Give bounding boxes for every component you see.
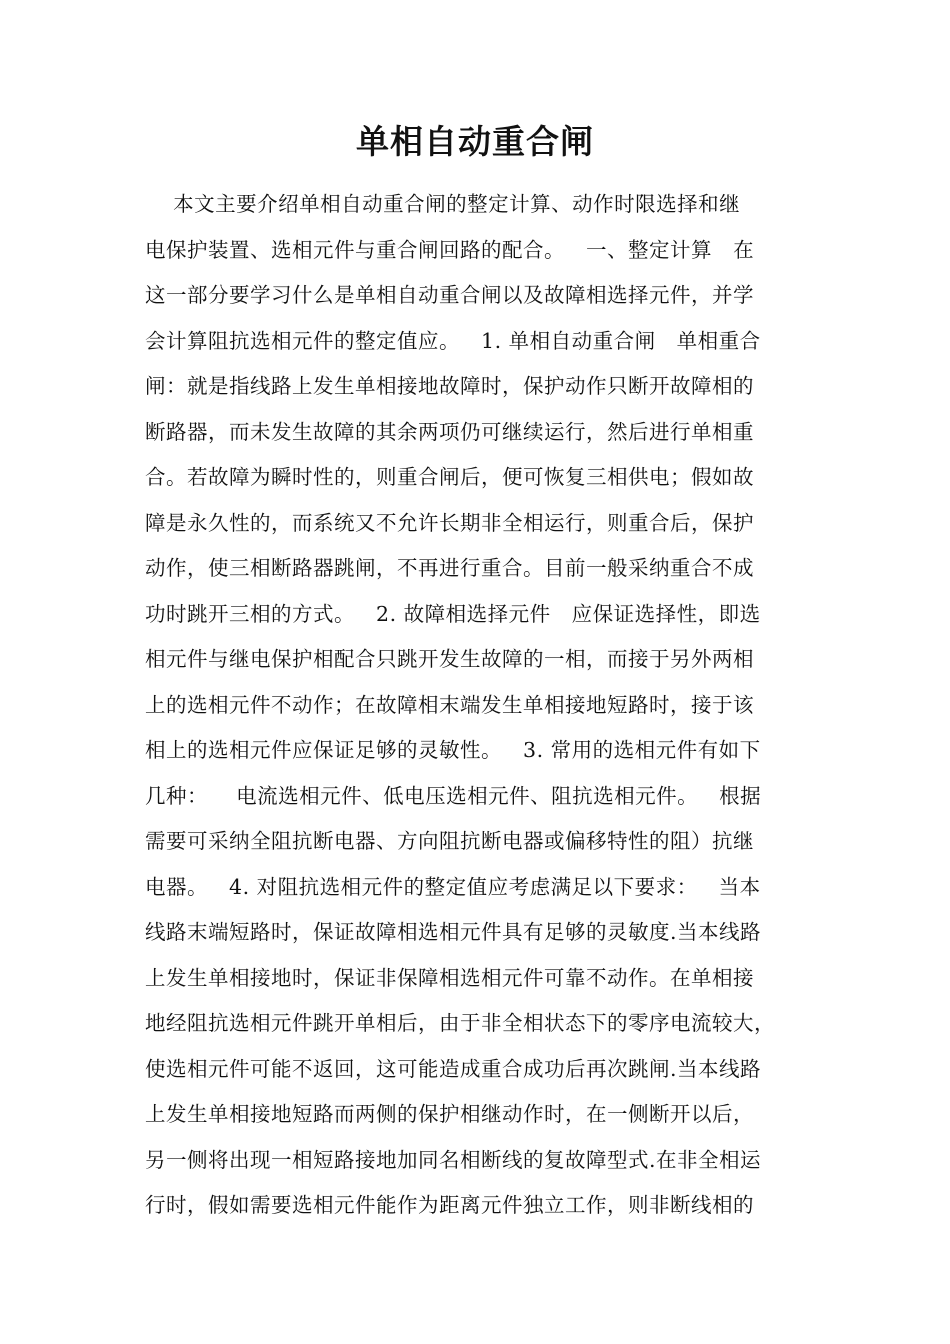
body-line: 本文主要介绍单相自动重合闸的整定计算、动作时限选择和继 — [145, 192, 741, 216]
body-line: 相上的选相元件应保证足够的灵敏性。 3. 常用的选相元件有如下 — [145, 738, 761, 762]
body-line: 线路末端短路时，保证故障相选相元件具有足够的灵敏度.当本线路 — [145, 920, 762, 944]
body-line: 地经阻抗选相元件跳开单相后，由于非全相状态下的零序电流较大， — [145, 1011, 775, 1035]
body-line: 几种： 电流选相元件、低电压选相元件、阻抗选相元件。 根据 — [145, 783, 762, 808]
body-line: 行时，假如需要选相元件能作为距离元件独立工作，则非断线相的 — [145, 1193, 754, 1217]
body-line: 上的选相元件不动作；在故障相末端发生单相接地短路时，接于该 — [145, 692, 754, 717]
body-line: 使选相元件可能不返回，这可能造成重合成功后再次跳闸.当本线路 — [145, 1056, 762, 1081]
body-line: 上发生单相接地短路而两侧的保护相继动作时，在一侧断开以后， — [145, 1102, 754, 1126]
body-line: 相元件与继电保护相配合只跳开发生故障的一相，而接于另外两相 — [145, 647, 754, 671]
document-title: 单相自动重合闸 — [356, 122, 594, 161]
body-line: 断路器，而未发生故障的其余两项仍可继续运行，然后进行单相重 — [145, 419, 754, 444]
body-line: 电保护装置、选相元件与重合闸回路的配合。 一、整定计算 在 — [145, 237, 755, 262]
body-line: 电器。 4. 对阻抗选相元件的整定值应考虑满足以下要求： 当本 — [145, 874, 761, 899]
document-body — [145, 182, 825, 1229]
body-line: 这一部分要学习什么是单相自动重合闸以及故障相选择元件，并学 — [145, 283, 754, 307]
body-line: 需要可采纳全阻抗断电器、方向阻抗断电器或偏移特性的阻）抗继 — [145, 829, 754, 853]
body-line: 闸：就是指线路上发生单相接地故障时，保护动作只断开故障相的 — [145, 374, 754, 398]
body-line: 会计算阻抗选相元件的整定值应。 1. 单相自动重合闸 单相重合 — [145, 328, 761, 353]
body-line: 功时跳开三相的方式。 2. 故障相选择元件 应保证选择性，即选 — [145, 601, 761, 626]
body-line: 动作，使三相断路器跳闸，不再进行重合。目前一般采纳重合不成 — [145, 556, 754, 580]
body-line: 障是永久性的，而系统又不允许长期非全相运行，则重合后，保护 — [145, 510, 754, 535]
body-line: 上发生单相接地时，保证非保障相选相元件可靠不动作。在单相接 — [145, 965, 754, 990]
body-line: 合。若故障为瞬时性的，则重合闸后，便可恢复三相供电；假如故 — [145, 465, 754, 489]
body-line: 另一侧将出现一相短路接地加同名相断线的复故障型式.在非全相运 — [145, 1147, 762, 1172]
